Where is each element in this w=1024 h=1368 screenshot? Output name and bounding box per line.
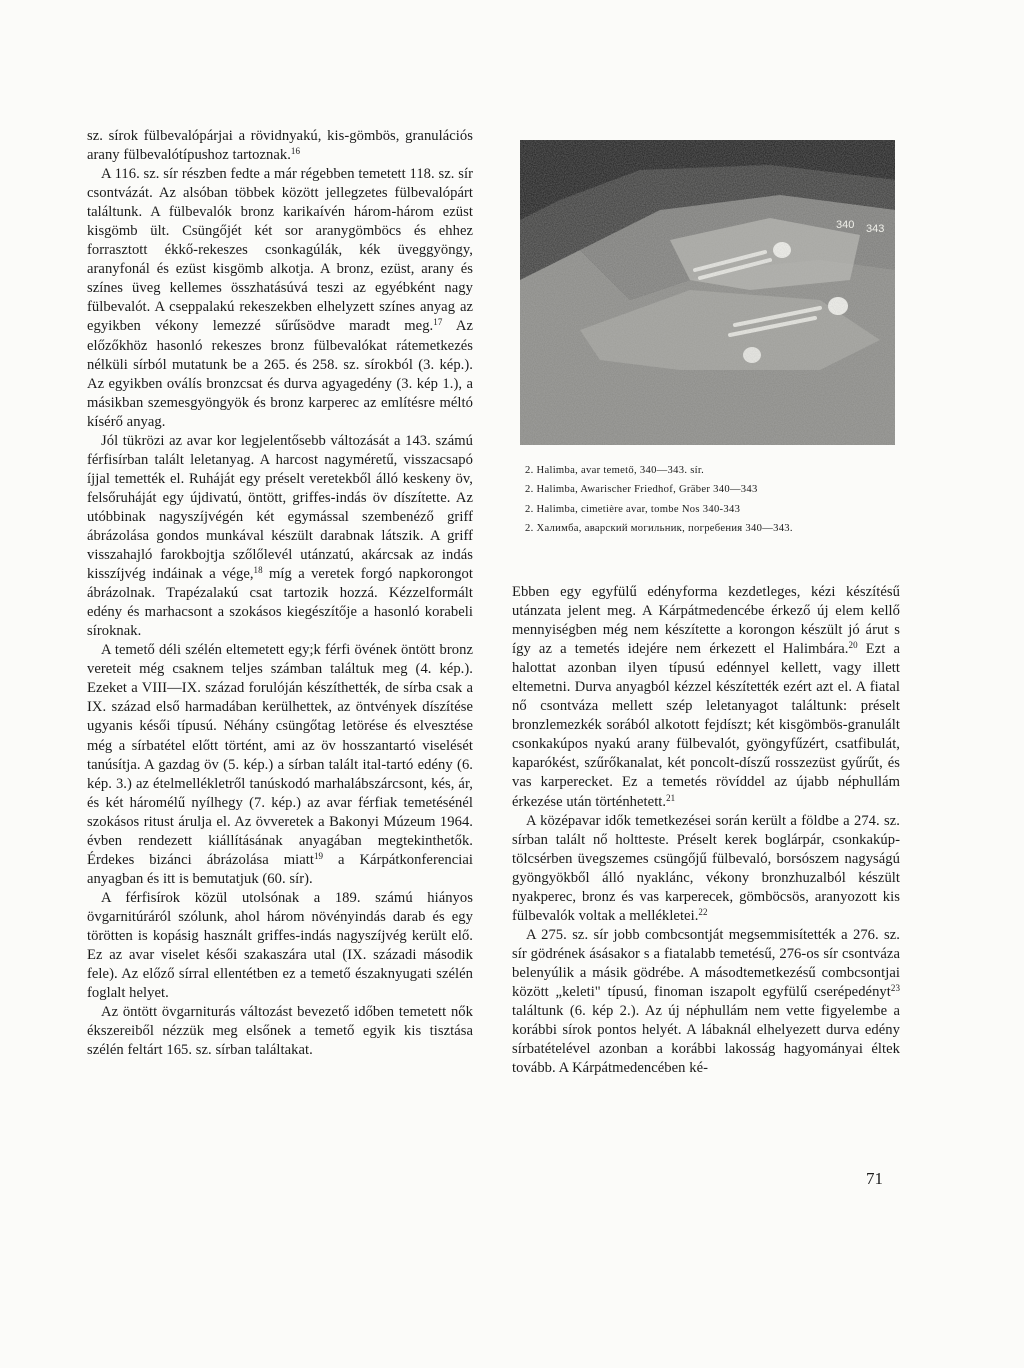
footnote-ref: 23 bbox=[890, 982, 900, 993]
left-text-column bbox=[87, 127, 473, 1060]
paragraph: Ebben egy egyfülű edényforma kezdetleges, kézi készítésű utánzata jelent meg. A Kárpátmedencébe érkező új elem kellő mennyiségben még nem készítette a korongon készült jó árut s így az a temetés idejére nem érkezett el Halimbára.$^{20}$ Ezt a halottat azonban ilyen típusú edénnyel kellett, vagy illett eltemetni. Durva anyagból kézzel készítették ezért azt el. A fiatal nő csontváza mellett szép leletanyagot találtunk: préselt bronzlemezkék sorából alkotott fejdíszt; két kisgömbös-granulált csonkakúpos nyakú arany fülbevalót, gyöngyfűzért, csatfibulát, kaparókést, szűrőkanalat, két poncolt-díszű rosszezüst gyűrűt, és vas karperecket. Ez a temetés rövíddel az újabb néphullám érkezése után történhetett.$^{21}$ bbox=[512, 584, 900, 810]
caption-line-ru: 2. Халимба, аварский могильник, погребения 340—343. bbox=[525, 522, 793, 534]
footnote-ref: 16 bbox=[290, 146, 301, 157]
paragraph: A 275. sz. sír jobb combcsontját megsemmisítették a 276. sz. sír gödrének ásásakor s a fiatalabb temetésű, 276-os sír csontváza belenyúlik a másik gödrébe. A másodtemetkezésű combcsontjai között „keleti" típusú, finoman iszapolt egyfülű cserépedényt$^{23}$ találtunk (6. kép 2.). Az új néphullám nem vette figyelembe a korábbi sírok pontos helyét. A lábaknál elhelyezett durva edény sírbatételével azonban a korábbi lakosság hagyományai éltek tovább. A Kárpátmedencében ké- bbox=[512, 926, 900, 1077]
photo-label: 343 bbox=[866, 223, 885, 235]
caption-line-hu: 2. Halimba, avar temető, 340—343. sír. bbox=[525, 465, 705, 476]
caption-line-de: 2. Halimba, Awarischer Friedhof, Gräber 340—343 bbox=[525, 484, 758, 496]
footnote-ref: 22 bbox=[698, 906, 708, 917]
paragraph: sz. sírok fülbevalópárjai a rövidnyakú, kis-gömbös, granulációs arany fülbevalótípushoz tartoznak.$^{16}$ bbox=[87, 128, 473, 164]
page-number: 71 bbox=[866, 1169, 883, 1188]
paragraph: A temető déli szélén eltemetett egy;k férfi övének öntött bronz vereteit még csaknem teljes számban találtuk meg (4. kép.). Ezeket a VIII—IX. század forulóján készíthették, de sírba csak a IX. század első harmadában kerülhettek, az öntvények díszítése ugyanis késői típusú. Néhány csüngőtag letörése és elvesztése még a sírbatétel előtt történt, ami az öv hosszantartó viselését tanúsítja. A gazdag öv (5. kép.) a sírban talált ital-tartó edény (6. kép. 3.) az ételmellékletről tanúskodó marhalábszárcsont, kés, ár, és két háromélű nyílhegy (7. kép.) az avar férfiak temetésénél szokásos ritust árulja el. Az övveretek a Bakonyi Múzeum 1964. évben rendezett kiállításának anyagában megtekinthetők. Érdekes bizánci ábrázolása miatt$^{19}$ a Kárpátkonferenciai anyagban és itt is bemutatjuk (60. sír). bbox=[87, 642, 473, 887]
paragraph: A férfisírok közül utolsónak a 189. számú hiányos övgarnitúráról szólunk, ahol három növényindás darab és egy törötten is kopásig használt griffes-indás nagyszíjvég került elő. Ez az avar viselet késői szakaszára utal (IX. századi második fele). Az előző sírral ellentétben ez a temető északnyugati szélén foglalt helyet. bbox=[87, 889, 473, 1002]
footnote-ref: 18 bbox=[253, 565, 263, 576]
caption-line-fr: 2. Halimba, cimetière avar, tombe Nos 340-343 bbox=[525, 503, 741, 515]
paragraph: Jól tükrözi az avar kor legjelentősebb változását a 143. számú férfisírban talált leletanyag. A harcost nagyméretű, visszacsapó íjjal temették el. Ruháját egy préselt veretekből álló keskeny öv, felsőruháját egy újdivatú, öntött, griffes-indás öv díszítette. Az utóbbinak nagyszíjvégén két egymással szembenéző griff ábrázolása gondos munkával készült darabnak látszik. A griff visszahajló farokbojtja szőlőlevél utánzatú, akárcsak az indás kisszíjvég indáinak a vége,$^{18}$ míg a veretek forgó napkorongot ábrázolnak. Trapézalakú csat tartozik hozzá. Kézzelformált edény és marhacsont a szokásos kiegészítője a hasonló korabeli síroknak. bbox=[87, 432, 473, 640]
paragraph: Az öntött övgarniturás változást bevezető időben temetett nők ékszereiből nézzük meg elsőnek a temető egyik kis tisztása szélén feltárt 165. sz. sírban találtakat. bbox=[87, 1004, 473, 1059]
grave-skeletons-image bbox=[520, 140, 895, 445]
right-text-column bbox=[512, 583, 900, 1078]
footnote-ref: 17 bbox=[433, 317, 443, 328]
paragraph: A középavar idők temetkezései során került a földbe a 274. sz. sírban talált nő holtteste. Préselt kerek boglárpár, csonkakúp-tölcsérben üvegszemes csüngőjű fülbevaló, borsószem nagyságú gyöngyökből álló nyaklánc, vékony bronzhuzalból készült nyakperec, bronz és vas karperecek, gömböcsös, aranyozott kis fülbevalók voltak a mellékletei.$^{22}$ bbox=[512, 812, 900, 924]
figure-caption bbox=[525, 461, 905, 538]
photo-label: 340 bbox=[836, 219, 855, 231]
footnote-ref: 21 bbox=[666, 792, 676, 803]
excavation-photo bbox=[520, 140, 895, 445]
paragraph: A 116. sz. sír részben fedte a már régebben temetett 118. sz. sír csontvázát. Az alsóban többek között jellegzetes fülbevalópárt találtunk. A fülbevalók bronz karikaívén három-három ezüst kisgömb ült. Csüngőjét két sor aranygömböcs és ehhez forrasztott ékkő-rekeszes csonkagúlák, kék üveggyöngy, aranyfonál és ezüst kisgömb alkotja. A bronz, ezüst, arany és színes üveg kellemes összhatásúvá teszi az egyébként nagy fülbevalót. A cseppalakú rekeszekben elhelyzett színes anyag az egyikben vékony lemezzé sűrűsödve maradt meg.$^{17}$ Az előzőkhöz hasonló rekeszes bronz fülbevalókat rátemetkezés nélküli sírból mutatunk be a 265. és 258. sz. sírokból (3. kép.). Az egyikben oválís bronzcsat és durva agyagedény (3. kép 1.), a másikban szemesgyöngyök és bronz karperec az említésre méltó kísérő anyag. bbox=[87, 166, 473, 430]
footnote-ref: 20 bbox=[848, 640, 858, 651]
footnote-ref: 19 bbox=[313, 850, 324, 861]
